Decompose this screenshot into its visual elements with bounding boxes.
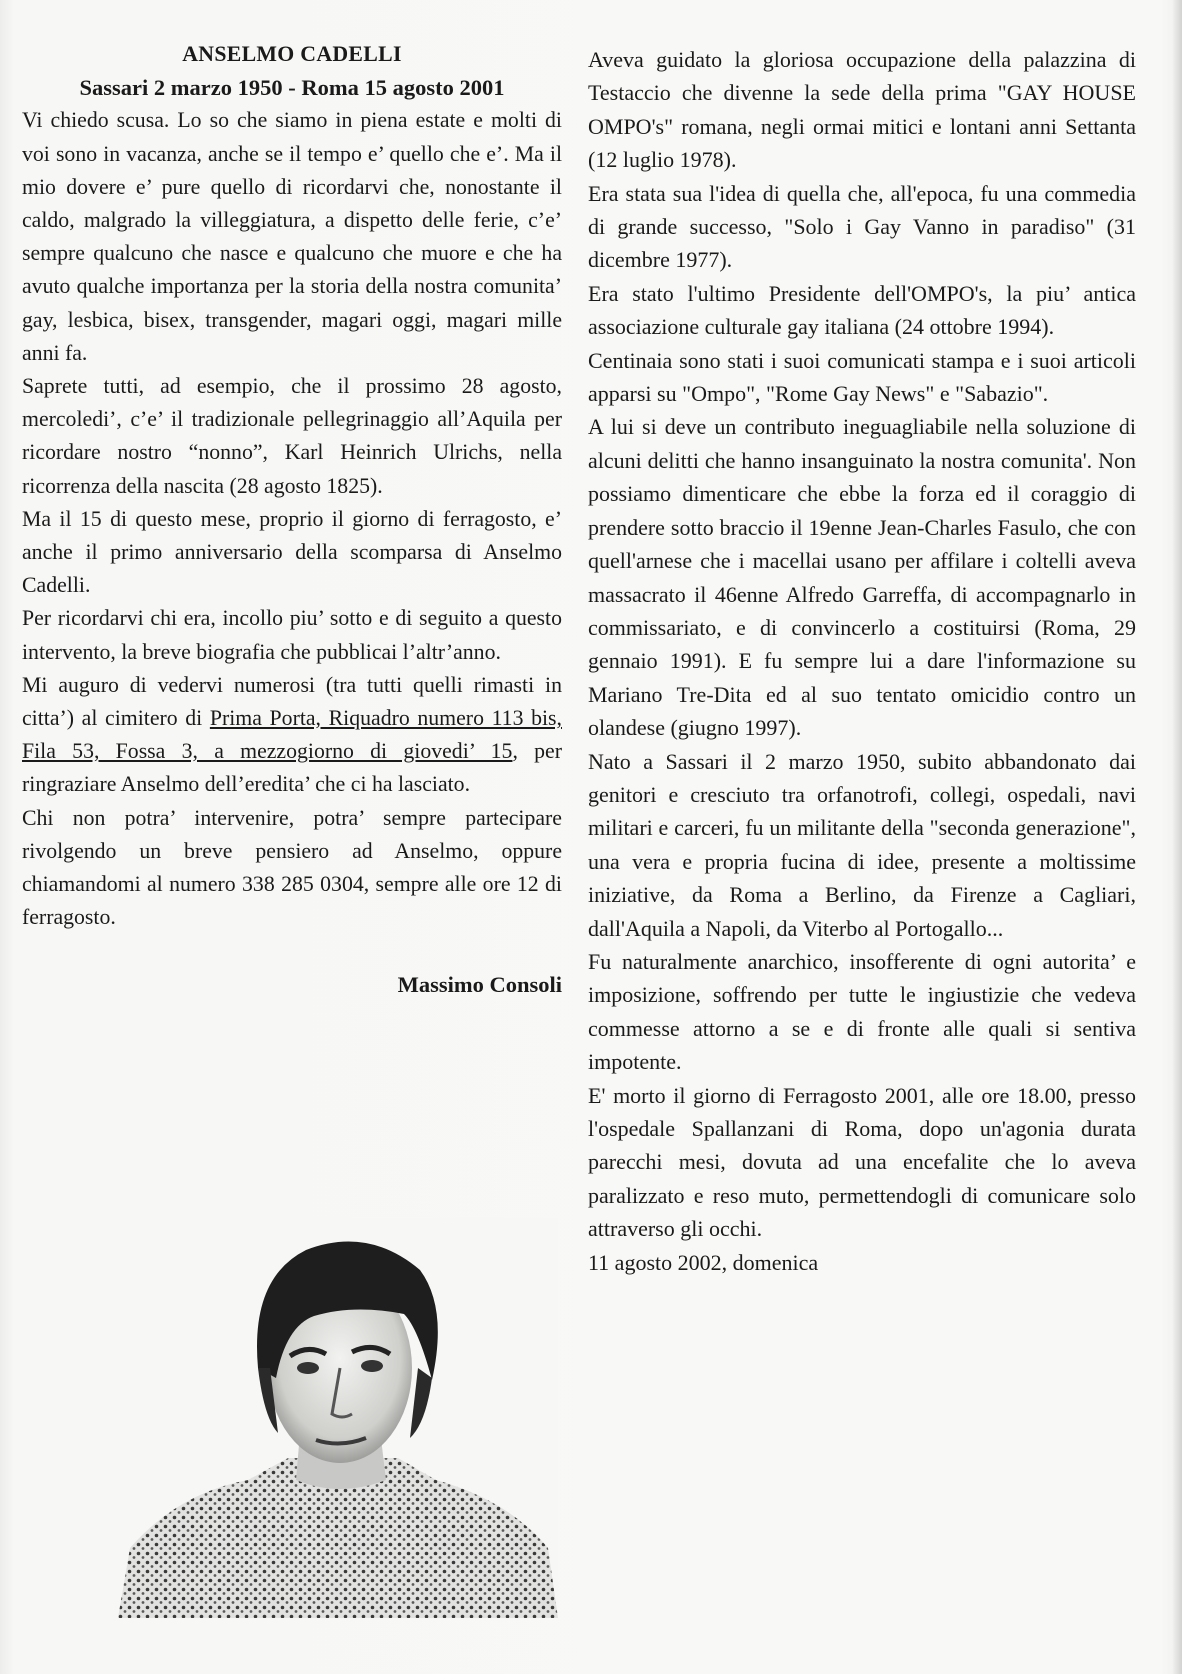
paragraph: Saprete tutti, ad esempio, che il prossimo 28 agosto, mercoledi’, c’e’ il tradizionale pellegrinaggio all’Aquila per ricordare nostro “nonno”, Karl Heinrich Ulrichs, nella ricorrenza della nascita (28 agosto 1825). xyxy=(22,374,562,498)
paragraph: Chi non potra’ intervenire, potra’ sempre partecipare rivolgendo un breve pensiero ad Anselmo, oppure chiamandomi al numero 338 285 0304, sempre alle ore 12 di ferragosto. xyxy=(22,805,562,930)
paragraph: Fu naturalmente anarchico, insofferente di ogni autorita’ e imposizione, soffrendo per tutte le ingiustizie che vedeva commesse attorno a se e di fronte alle quali si sentiva impotente. xyxy=(588,948,1136,1075)
paragraph: Per ricordarvi chi era, incollo piu’ sotto e di seguito a questo intervento, la breve biografia che pubblicai l’altr’anno. xyxy=(22,606,562,664)
paragraph: Ma il 15 di questo mese, proprio il giorno di ferragosto, e’ anche il primo anniversario della scomparsa di Anselmo Cadelli. xyxy=(22,506,562,598)
paragraph-text: Mi auguro di vedervi numerosi (tra tutti quelli rimasti in citta’) al cimitero di xyxy=(22,672,562,731)
paragraph: E' morto il giorno di Ferragosto 2001, alle ore 18.00, presso l'ospedale Spallanzani di Roma, dopo un'agonia durata parecchi mesi, dovuta ad una encefalite che lo aveva paralizzato e reso muto, permettendogli di comunicare solo attraverso gli occhi. xyxy=(588,1082,1136,1242)
portrait-photo xyxy=(118,1218,558,1618)
paragraph: Era stata sua l'idea di quella che, all'epoca, fu una commedia di grande successo, "Solo i Gay Vanno in paradiso" (31 dicembre 1977). xyxy=(588,180,1136,273)
paragraph: Era stato l'ultimo Presidente dell'OMPO's, la piu’ antica associazione culturale gay italiana (24 ottobre 1994). xyxy=(588,280,1136,340)
date-line: 11 agosto 2002, domenica xyxy=(588,1249,819,1275)
paragraph: Nato a Sassari il 2 marzo 1950, subito abbandonato dai genitori e cresciuto tra orfanotrofi, collegi, ospedali, navi militari e carceri, fu un militante della "seconda generazione", una vera e propria fucina di idee, presente a moltissime iniziative, da Roma a Berlino, da Firenze a Cagliari, dall'Aquila a Napoli, da Viterbo al Portogallo... xyxy=(588,748,1136,941)
paragraph: Aveva guidato la gloriosa occupazione della palazzina di Testaccio che divenne la sede della prima "GAY HOUSE OMPO's" romana, negli ormai mitici e lontani anni Settanta (12 luglio 1978). xyxy=(588,47,1136,173)
article-title: ANSELMO CADELLI xyxy=(182,42,402,66)
cemetery-location: Prima Porta, Riquadro numero 113 bis, Fila 53, Fossa 3, a mezzogiorno di giovedi’ 15 xyxy=(22,706,562,764)
left-column xyxy=(22,38,562,1002)
paragraph: Vi chiedo scusa. Lo so che siamo in piena estate e molti di voi sono in vacanza, anche se il tempo e’ quello che e’. Ma il mio dovere e’ pure quello di ricordarvi che, nonostante il caldo, malgrado la villeggiatura, a dispetto delle ferie, c’e’ sempre qualcuno che nasce e qualcuno che muore e che ha avuto qualche importanza per la storia della nostra comunita’ gay, lesbica, bisex, transgender, magari oggi, magari mille anni fa. xyxy=(22,108,562,365)
page-edge xyxy=(1172,0,1182,1674)
paragraph: A lui si deve un contributo ineguagliabile nella soluzione di alcuni delitti che hanno insanguinato la nostra comunita'. Non possiamo dimenticare che ebbe la forza ed il coraggio di prendere sotto braccio il 19enne Jean-Charles Fasulo, che con quell'arnese che i macellai usano per affilare i coltelli aveva massacrato il 46enne Alfredo Garreffa, di accompagnarlo in commissariato, e di convincerlo a costituirsi (Roma, 29 gennaio 1991). E fu sempre lui a dare l'informazione su Mariano Tre-Dita ed al suo tentato omicidio contro un olandese (giugno 1997). xyxy=(588,414,1136,741)
paragraph-text: , per ringraziare Anselmo dell’eredita’ che ci ha lasciato. xyxy=(22,739,562,797)
article-subtitle: Sassari 2 marzo 1950 - Roma 15 agosto 2001 xyxy=(79,75,505,101)
paragraph-cemetery xyxy=(22,669,562,802)
paragraph: Centinaia sono stati i suoi comunicati stampa e i suoi articoli apparsi su "Ompo", "Rome Gay News" e "Sabazio". xyxy=(588,347,1136,407)
author-signature: Massimo Consoli xyxy=(397,972,562,998)
right-column xyxy=(588,43,1136,1279)
